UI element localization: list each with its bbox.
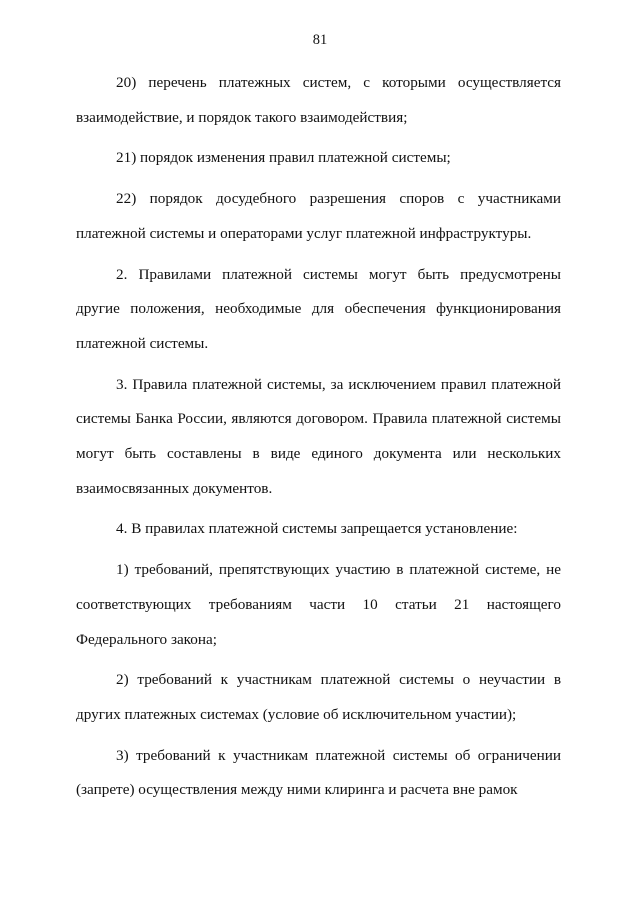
section-4-paragraph: 4. В правилах платежной системы запрещается установление:	[116, 520, 518, 538]
document-body	[76, 66, 561, 814]
prohibition-item-3: 3) требований к участникам платежной системы об ограничении (запрете) осуществления между ними клиринга и расчета вне рамок	[76, 746, 561, 799]
section-2-paragraph: 2. Правилами платежной системы могут быть предусмотрены другие положения, необходимые для обеспечения функционирования платежной системы.	[76, 265, 561, 352]
page-number: 81	[312, 32, 328, 48]
prohibition-item-1: 1) требований, препятствующих участию в платежной системе, не соответствующих требованиям части 10 статьи 21 настоящего Федерального закона;	[76, 561, 561, 648]
list-item-22: 22) порядок досудебного разрешения споров с участниками платежной системы и операторами услуг платежной инфраструктуры.	[76, 190, 561, 242]
list-item-20: 20) перечень платежных систем, с которыми осуществляется взаимодействие, и порядок такого взаимодействия;	[76, 74, 561, 126]
list-item-21: 21) порядок изменения правил платежной системы;	[116, 149, 451, 167]
prohibition-item-2: 2) требований к участникам платежной системы о неучастии в других платежных системах (условие об исключительном участии);	[76, 671, 561, 723]
section-3-paragraph: 3. Правила платежной системы, за исключением правил платежной системы Банка России, являются договором. Правила платежной системы могут быть составлены в виде единого документа или нескольких взаимосвязанных документов.	[76, 375, 561, 497]
